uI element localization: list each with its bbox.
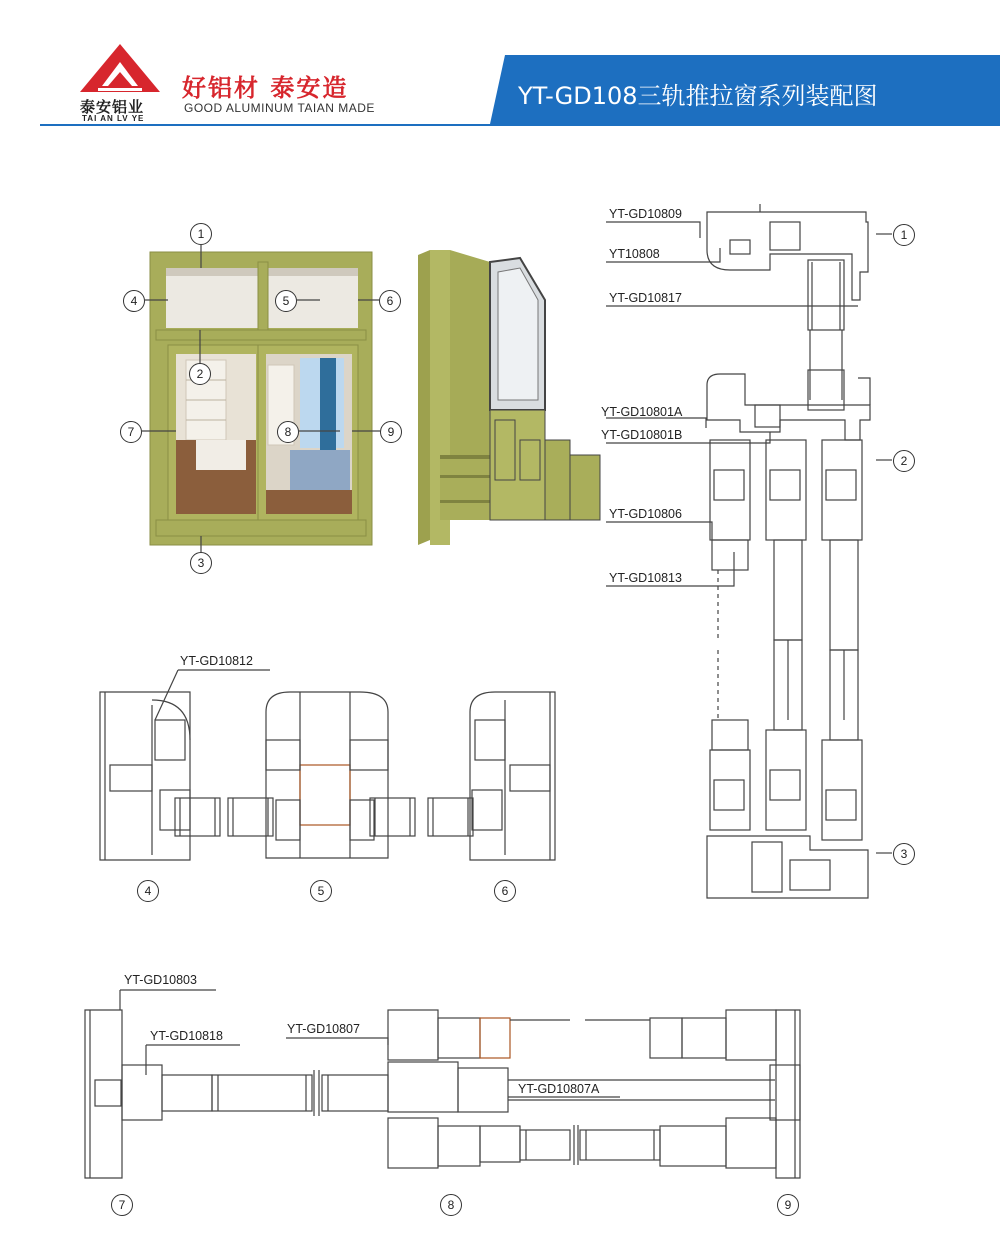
slogan-cn: 好铝材 泰安造 [182, 74, 349, 102]
window-marker-9: 9 [380, 421, 402, 443]
section-marker-4: 4 [137, 880, 159, 902]
section-marker-3: 3 [893, 843, 915, 865]
logo-name-en: TAI AN LV YE [82, 114, 145, 123]
label-gd10803: YT-GD10803 [124, 973, 197, 987]
window-marker-3: 3 [190, 552, 212, 574]
page-title: YT-GD108三轨推拉窗系列装配图 [518, 82, 878, 110]
section-marker-6: 6 [494, 880, 516, 902]
slogan-en: GOOD ALUMINUM TAIAN MADE [184, 101, 375, 115]
label-gd10813: YT-GD10813 [609, 571, 682, 585]
window-marker-1: 1 [190, 223, 212, 245]
label-gd10801b: YT-GD10801B [601, 428, 683, 442]
label-gd10807a: YT-GD10807A [518, 1082, 600, 1096]
section-marker-9: 9 [777, 1194, 799, 1216]
logo-name-cn: 泰安铝业 [80, 99, 145, 116]
section-marker-2: 2 [893, 450, 915, 472]
window-marker-2: 2 [189, 363, 211, 385]
section-marker-7: 7 [111, 1194, 133, 1216]
label-gd10807: YT-GD10807 [287, 1022, 360, 1036]
window-marker-7: 7 [120, 421, 142, 443]
label-gd10817: YT-GD10817 [609, 291, 682, 305]
window-marker-4: 4 [123, 290, 145, 312]
window-marker-5: 5 [275, 290, 297, 312]
label-gd10818: YT-GD10818 [150, 1029, 223, 1043]
window-marker-8: 8 [277, 421, 299, 443]
section-marker-5: 5 [310, 880, 332, 902]
section-marker-1: 1 [893, 224, 915, 246]
window-marker-6: 6 [379, 290, 401, 312]
label-t10808: YT10808 [609, 247, 660, 261]
label-gd10809: YT-GD10809 [609, 207, 682, 221]
label-gd10806: YT-GD10806 [609, 507, 682, 521]
label-gd10812: YT-GD10812 [180, 654, 253, 668]
label-gd10801a: YT-GD10801A [601, 405, 683, 419]
section-marker-8: 8 [440, 1194, 462, 1216]
